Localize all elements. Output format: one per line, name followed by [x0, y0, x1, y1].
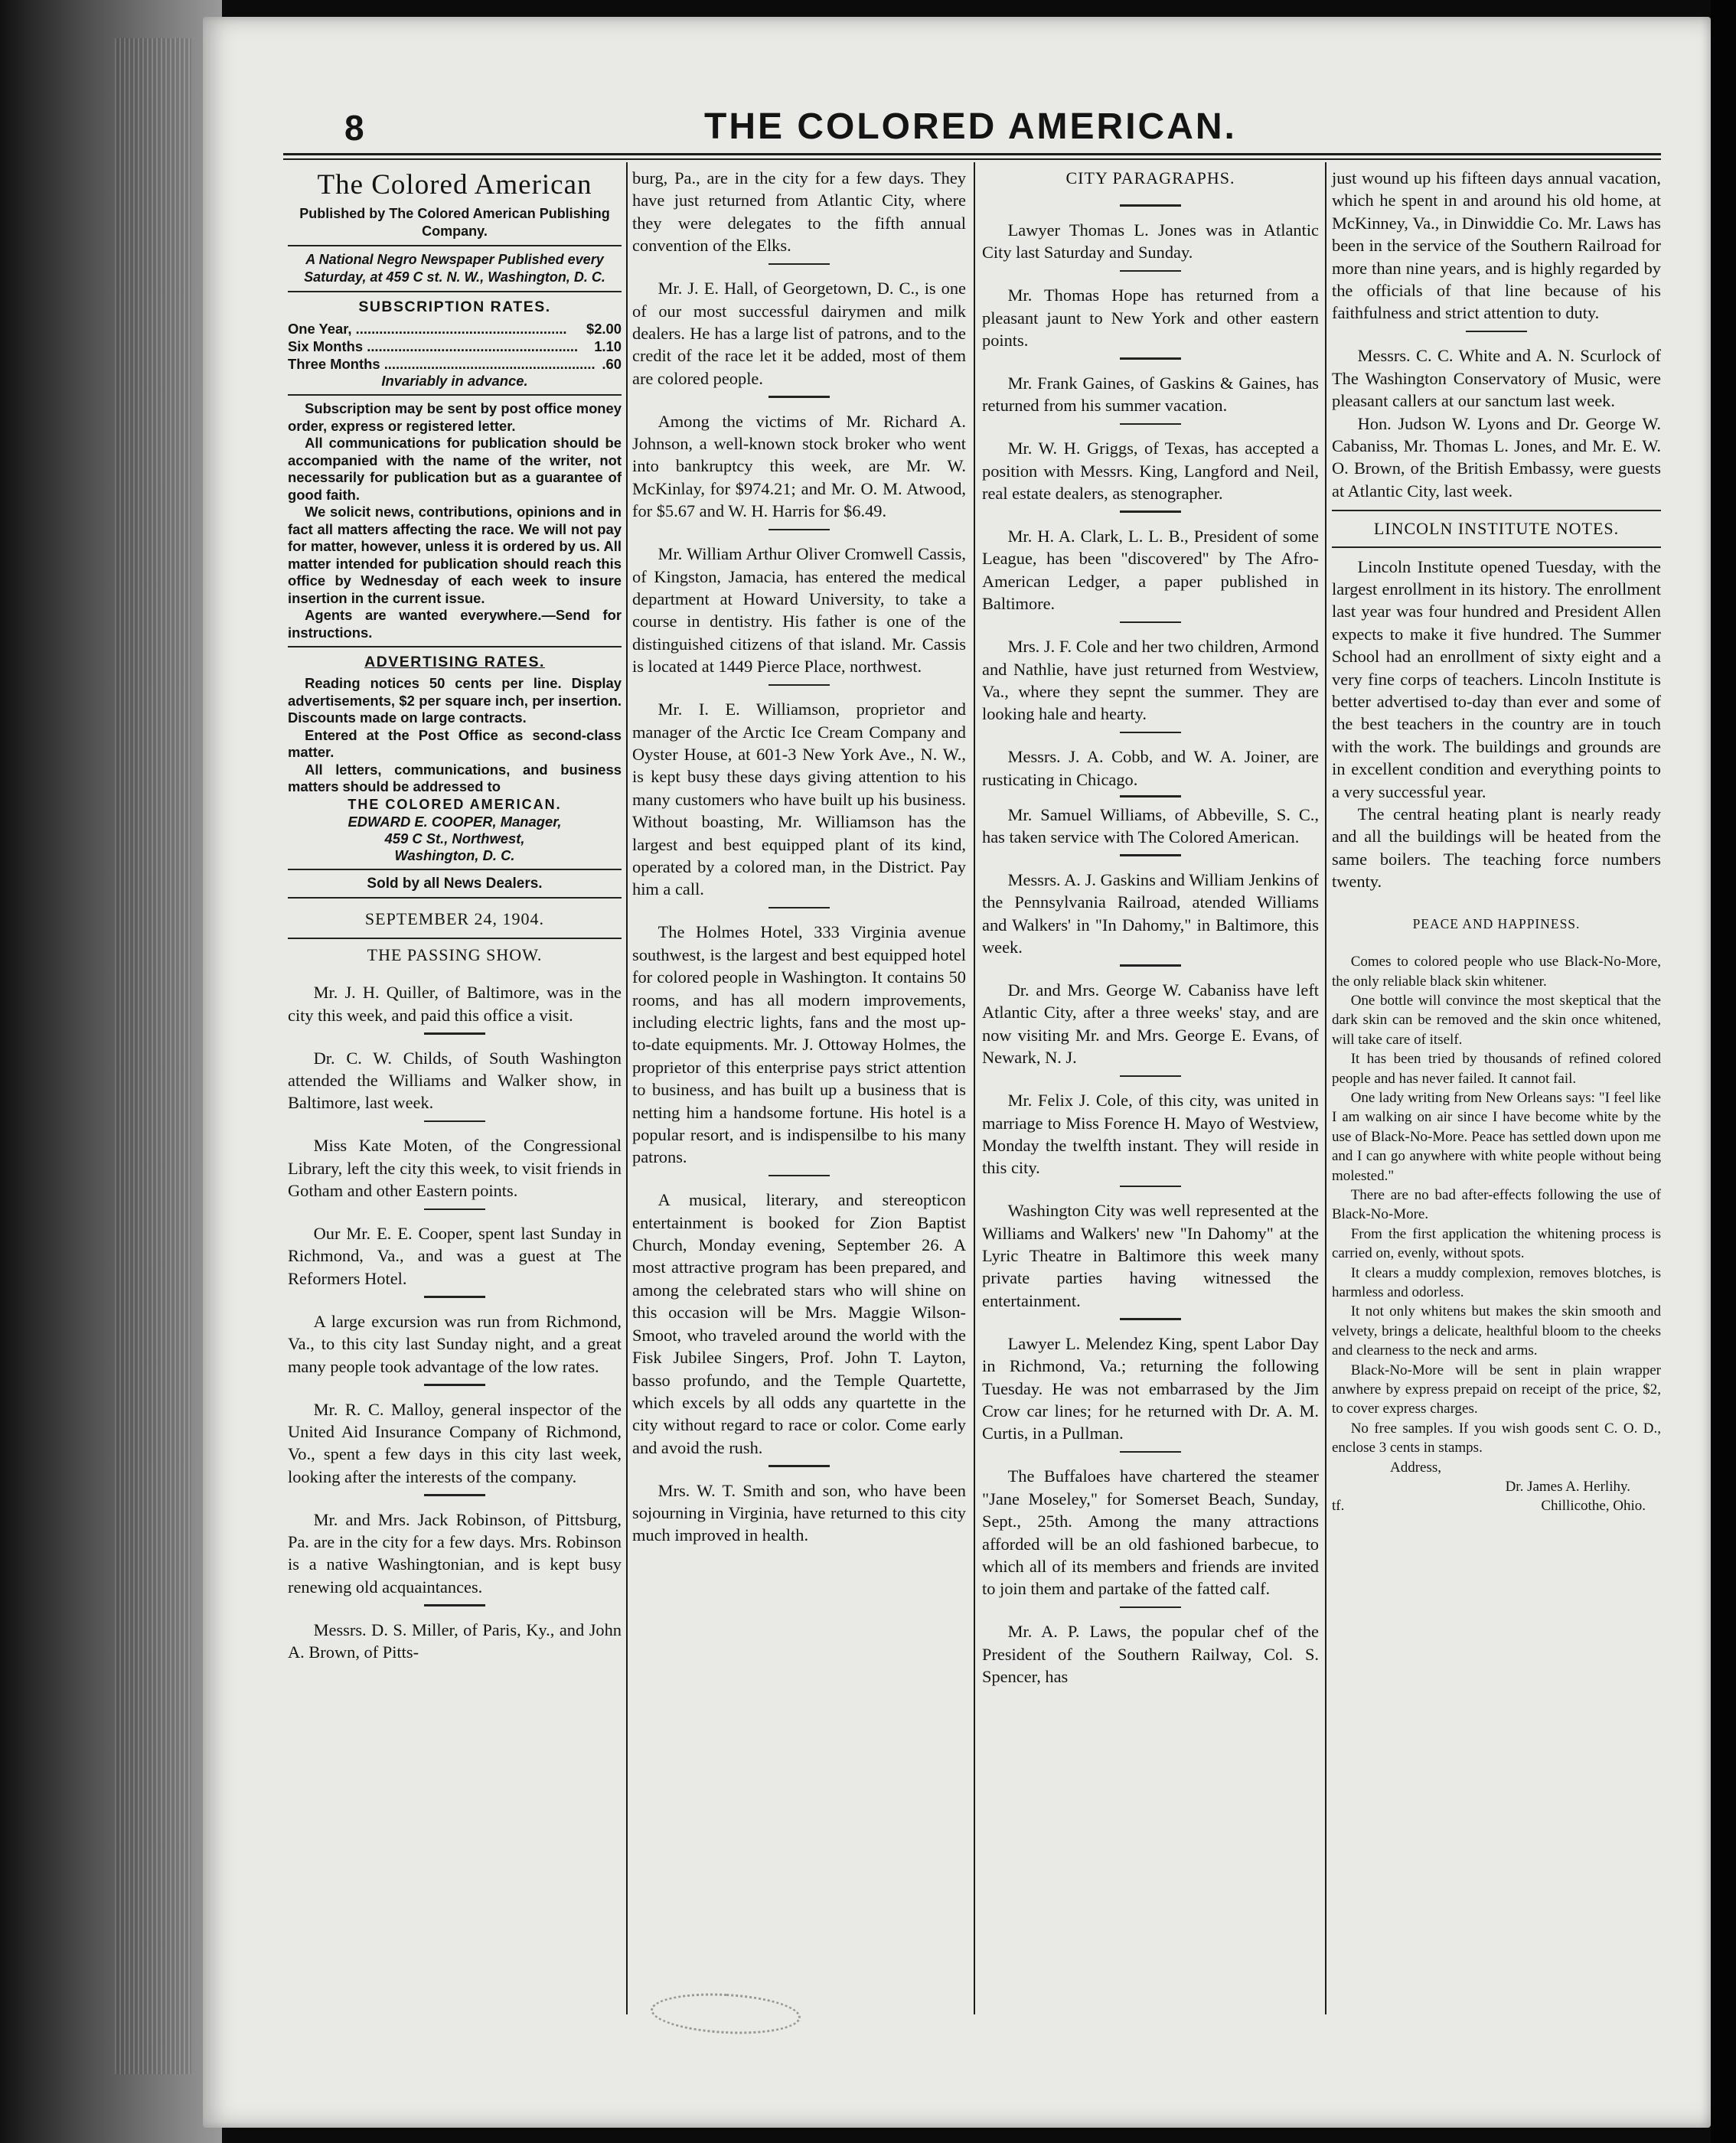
item-separator	[424, 1032, 485, 1035]
item-separator	[768, 1465, 830, 1467]
rate-label: Three Months .....	[288, 355, 599, 373]
news-item: Mr. H. A. Clark, L. L. B., President of some League, has been "discovered" by The Afro-American Ledger, a paper published in Baltimore.	[982, 526, 1319, 614]
news-item: A large excursion was run from Richmond, Va., to this city last Sunday night, and a great many people took advantage of the low rates.	[288, 1311, 622, 1376]
news-item: Lawyer Thomas L. Jones was in Atlantic City last Saturday and Sunday.	[982, 220, 1319, 263]
ad-mark: tf.	[1332, 1498, 1345, 1515]
box-rule	[288, 897, 622, 899]
advertising-heading: ADVERTISING RATES.	[364, 654, 545, 670]
column-3	[982, 167, 1319, 1688]
advance-note: Invariably in advance.	[381, 373, 528, 389]
masthead-title: THE COLORED AMERICAN.	[704, 106, 1237, 147]
box-rule	[288, 394, 622, 396]
item-separator	[1120, 621, 1181, 624]
section-rule	[1332, 510, 1661, 511]
passing-show-heading: THE PASSING SHOW.	[367, 944, 543, 964]
item-separator	[1120, 964, 1181, 967]
rate-row	[288, 355, 622, 373]
item-separator	[768, 396, 830, 398]
column-divider	[626, 162, 628, 2014]
news-item: A musical, literary, and stereopticon entertainment is booked for Zion Baptist Church, Monday evening, September 26. A most attractive program has been prepared, and among the celebrated stars who will shine on this occasion will be Mrs. Maggie Wilson-Smoot, who traveled around the world with the Fisk Jubilee Singers, Prof. John T. Layton, basso profundo, and the Temple Quartette, which excels by all odds any quartette in the city without regard to race or color. Come early and avoid the rush.	[632, 1190, 966, 1457]
ad-text: No free samples. If you wish goods sent C. O. D., enclose 3 cents in stamps.	[1332, 1420, 1661, 1456]
item-separator	[424, 1208, 485, 1211]
notices	[288, 400, 622, 641]
ad-text: It clears a muddy complexion, removes blotches, is harmless and odorless.	[1332, 1264, 1661, 1300]
item-separator	[768, 1175, 830, 1177]
news-item: Mr. Samuel Williams, of Abbeville, S. C., has taken service with The Colored American.	[982, 804, 1319, 846]
tagline: A National Negro Newspaper Published every Saturday, at 459 C st. N. W., Washington, D. C.	[304, 252, 605, 285]
column-divider	[974, 162, 975, 2014]
item-separator	[768, 529, 830, 531]
sold-by: Sold by all News Dealers.	[367, 875, 543, 892]
address-city: Washington, D. C.	[394, 846, 515, 863]
column-divider	[1325, 162, 1326, 2014]
dateline: SEPTEMBER 24, 1904.	[364, 908, 545, 928]
news-item: Mrs. W. T. Smith and son, who have been sojourning in Virginia, have returned to this city much improved in health.	[632, 1480, 966, 1545]
item-separator	[768, 263, 830, 266]
notice: We solicit news, contributions, opinions and in fact all matters affecting the race. We will not pay for matter, however, unless it is ordered by us. All matter intended for publication should reach this office by Wednesday of each week to insure insertion in the current issue.	[288, 504, 622, 606]
item-separator	[424, 1604, 485, 1606]
item-separator	[1120, 1075, 1181, 1078]
ad-signature: Dr. James A. Herlihy.	[1505, 1479, 1630, 1496]
news-item: Mr. William Arthur Oliver Cromwell Cassis, of Kingston, Jamacia, has entered the medical department at Howard University, to take a course in dentistry. His father is one of the distinguished citizens of that island. Mr. Cassis is located at 1449 Pierce Place, northwest.	[632, 544, 966, 677]
advertising-note: Entered at the Post Office as second-class matter.	[288, 726, 622, 760]
news-item: Dr. C. W. Childs, of South Washington attended the Williams and Walker show, in Baltimore, last week.	[288, 1048, 622, 1113]
address-manager: EDWARD E. COOPER, Manager,	[348, 813, 562, 830]
item-separator	[1120, 1606, 1181, 1609]
news-item: Lawyer L. Melendez King, spent Labor Day in Richmond, Va.; returning the following Tuesday. He was not embarrased by the Jim Crow car lines; for he returned with Dr. A. M. Curtis, in a Pullman.	[982, 1333, 1319, 1443]
news-item: Messrs. C. C. White and A. N. Scurlock of The Washington Conservatory of Music, were pleasant callers at our sanctum last week.	[1332, 346, 1661, 411]
item-separator	[1120, 732, 1181, 734]
item-separator	[1120, 1186, 1181, 1188]
lincoln-heading: LINCOLN INSTITUTE NOTES.	[1373, 519, 1620, 539]
notice: Agents are wanted everywhere.—Send for instructions.	[288, 607, 622, 641]
rate-label: Six Months .....	[288, 338, 591, 355]
column-2	[632, 167, 966, 1547]
news-item: Messrs. D. S. Miller, of Paris, Ky., and John A. Brown, of Pitts-	[288, 1619, 622, 1662]
page-number: 8	[344, 108, 364, 148]
rate-row	[288, 338, 622, 355]
nameplate: The Colored American	[317, 169, 592, 201]
ad-text: It has been tried by thousands of refined colored people and has never failed. It cannot fail.	[1332, 1051, 1661, 1087]
news-item: Mr. Frank Gaines, of Gaskins & Gaines, has returned from his summer vacation.	[982, 373, 1319, 416]
published-by: Published by The Colored American Publishing Company.	[299, 206, 610, 239]
news-item: Dr. and Mrs. George W. Cabaniss have left Atlantic City, after a three weeks' stay, and are now visiting Mr. and Mrs. George E. Evans, of Newark, N. J.	[982, 980, 1319, 1068]
news-item: The central heating plant is nearly ready and all the buildings will be heated from the same boilers. The teaching force numbers twenty.	[1332, 804, 1661, 892]
rate-amount: $2.00	[586, 321, 622, 337]
item-separator	[1120, 270, 1181, 272]
news-item: just wound up his fifteen days annual vacation, which he spent in and around his old home, at McKinney, Va., in Dinwiddie Co. Mr. Laws has been in the service of the Southern Railroad for more than nine years, and is highly regarded by the officials of that line because of his faithfulness and strict attention to duty.	[1332, 168, 1661, 323]
section-rule	[1332, 546, 1661, 548]
box-rule	[288, 869, 622, 870]
news-item: Mr. Thomas Hope has returned from a pleasant jaunt to New York and other eastern points.	[982, 285, 1319, 351]
subscription-heading: SUBSCRIPTION RATES.	[358, 298, 551, 315]
news-item: Messrs. J. A. Cobb, and W. A. Joiner, are rusticating in Chicago.	[982, 747, 1319, 789]
ad-footer	[1332, 1496, 1661, 1515]
item-separator	[1120, 1451, 1181, 1453]
news-item: Mr. and Mrs. Jack Robinson, of Pittsburg, Pa. are in the city for a few days. Mrs. Robinson is a native Washingtonian, and is kept busy renewing old acquaintances.	[288, 1509, 622, 1597]
news-item: The Buffaloes have chartered the steamer "Jane Moseley," for Somerset Beach, Sunday, Sept., 25th. Among the many attractions afforded will be an old fashioned barbecue, to which all of its members and friends are invited to join them and partake of the fatted calf.	[982, 1466, 1319, 1599]
item-separator	[1120, 1318, 1181, 1320]
column-4	[1332, 167, 1661, 1516]
news-item: Washington City was well represented at the Williams and Walkers' new "In Dahomy" at the Lyric Theatre in Baltimore this week many private parties having witnessed the entertainment.	[982, 1201, 1319, 1310]
black-no-more-ad	[1332, 952, 1661, 1516]
box-rule	[288, 291, 622, 292]
item-separator	[424, 1296, 485, 1298]
news-item: Mrs. J. F. Cole and her two children, Armond and Nathlie, have just returned from Westview, Va., where they sepnt the summer. They are looking hale and hearty.	[982, 637, 1319, 724]
masthead-rule	[283, 153, 1661, 155]
advertising-note: All letters, communications, and business matters should be addressed to	[288, 761, 622, 794]
news-item: Mr. J. H. Quiller, of Baltimore, was in the city this week, and paid this office a visit.	[288, 983, 622, 1025]
item-separator	[424, 1494, 485, 1496]
news-item: Hon. Judson W. Lyons and Dr. George W. Cabaniss, Mr. Thomas L. Jones, and Mr. E. W. O. Brown, of the British Embassy, were guests at Atlantic City, last week.	[1332, 413, 1661, 501]
news-item: Messrs. A. J. Gaskins and William Jenkins of the Pennsylvania Railroad, atended Williams and Walkers' in "In Dahomy," in Baltimore, this week.	[982, 869, 1319, 957]
item-separator	[1120, 854, 1181, 856]
column-1	[288, 167, 622, 1664]
notice: Subscription may be sent by post office money order, express or registered letter.	[288, 400, 622, 434]
news-item: The Holmes Hotel, 333 Virginia avenue southwest, is the largest and best equipped hotel for colored people in Washington. It contains 50 rooms, and has all modern improvements, including electric lights, fans and the most up-to-date equipments. Mr. J. Ottoway Holmes, the proprietor of this enterprise pays strict attention to business, and has built up a business that is netting him a handsome fortune. His hotel is a popular resort, and is indispensilbe to his many patrons.	[632, 922, 966, 1167]
book-binding-edge	[0, 0, 222, 2143]
ad-heading: PEACE AND HAPPINESS.	[1412, 915, 1581, 931]
news-item: Mr. J. E. Hall, of Georgetown, D. C., is one of our most successful dairymen and milk dealers. He has a large list of patrons, and to the credit of the race let it be added, most of them are colored people.	[632, 279, 966, 388]
box-rule	[288, 938, 622, 939]
item-separator	[768, 907, 830, 909]
city-paragraphs-heading: CITY PARAGRAPHS.	[1065, 168, 1235, 188]
ad-text: It not only whitens but makes the skin smooth and velvety, brings a delicate, healthful bloom to the cheeks and clearness to the neck and arms.	[1332, 1303, 1661, 1359]
item-separator	[1120, 204, 1181, 207]
advertising-note: Reading notices 50 cents per line. Display advertisements, $2 per square inch, per insertion. Discounts made on large contracts.	[288, 675, 622, 726]
item-separator	[1120, 510, 1181, 513]
news-item: Miss Kate Moten, of the Congressional Library, left the city this week, to visit friends in Gotham and other Eastern points.	[288, 1136, 622, 1201]
masthead-rule-thin	[283, 158, 1661, 160]
news-item: Mr. R. C. Malloy, general inspector of the United Aid Insurance Company of Richmond, Vo., spent a few days in this city last week, looking after the interests of the company.	[288, 1399, 622, 1486]
ad-address-label: Address,	[1390, 1459, 1442, 1476]
rate-amount: 1.10	[594, 338, 622, 354]
ad-text: There are no bad after-effects following the use of Black-No-More.	[1332, 1186, 1661, 1223]
news-item: Mr. Felix J. Cole, of this city, was united in marriage to Miss Forence H. Mayo of Westview, Monday the twelfth instant. They will reside in this city.	[982, 1091, 1319, 1178]
item-separator	[768, 684, 830, 687]
item-separator	[1120, 423, 1181, 426]
address-name: THE COLORED AMERICAN.	[348, 796, 562, 812]
item-separator	[424, 1384, 485, 1386]
rate-label: One Year, .....	[288, 320, 583, 338]
ad-text: One bottle will convince the most skeptical that the dark skin can be removed and the skin once whitened, will take care of itself.	[1332, 992, 1661, 1048]
scan-border	[1711, 0, 1736, 2143]
news-item: burg, Pa., are in the city for a few days. They have just returned from Atlantic City, where they were delegates to the fifth annual convention of the Elks.	[632, 168, 966, 256]
news-item: Lincoln Institute opened Tuesday, with the largest enrollment in its history. The enrollment last year was four hundred and President Allen expects to make it five hundred. The Summer School had an enrollment of sixty eight and a very fine corps of teachers. Lincoln Institute is better advertised to-day than ever and some of the best teachers in the country are in touch with the work. The buildings and grounds are in excellent condition and everything points to a very successful year.	[1332, 556, 1661, 801]
box-rule	[288, 245, 622, 246]
ad-text: One lady writing from New Orleans says: "I feel like I am walking on air since I have become white by the use of Black-No-More. Peace has settled down upon me and I can go anywhere with white people without being molested."	[1332, 1089, 1661, 1184]
rate-row	[288, 320, 622, 338]
item-separator	[1120, 357, 1181, 360]
news-item: Among the victims of Mr. Richard A. Johnson, a well-known stock broker who went into bankruptcy this week, are Mr. W. McKinlay, for $974.21; and Mr. O. M. Atwood, for $5.67 and W. H. Harris for $6.49.	[632, 411, 966, 521]
item-separator	[1466, 331, 1527, 333]
box-rule	[288, 646, 622, 647]
address-street: 459 C St., Northwest,	[384, 830, 525, 846]
ad-text: From the first application the whitening process is carried on, evenly, without spots.	[1332, 1225, 1661, 1262]
news-item: Mr. A. P. Laws, the popular chef of the President of the Southern Railway, Col. S. Spencer, has	[982, 1622, 1319, 1687]
notice: All communications for publication should be accompanied with the name of the writer, not necessarily for publication but as a guarantee of good faith.	[288, 435, 622, 503]
ad-text: Comes to colored people who use Black-No-More, the only reliable black skin whitener.	[1332, 954, 1661, 990]
news-item: Mr. W. H. Griggs, of Texas, has accepted a position with Messrs. King, Langford and Neil, real estate dealers, as stenographer.	[982, 439, 1319, 504]
item-separator	[424, 1120, 485, 1123]
item-separator	[1120, 795, 1181, 798]
news-item: Our Mr. E. E. Cooper, spent last Sunday in Richmond, Va., and was a guest at The Reformers Hotel.	[288, 1224, 622, 1288]
rate-amount: .60	[602, 356, 622, 372]
advertising-notes	[288, 675, 622, 796]
news-item: Mr. I. E. Williamson, proprietor and manager of the Arctic Ice Cream Company and Oyster House, at 601-3 New York Ave., N. W., is kept busy these days giving attention to his many customers who have built up his business. Without boasting, Mr. Williamson has the largest and best equipped plant of its kind, operated by a colored man, in the District. Pay him a call.	[632, 700, 966, 899]
ad-city: Chillicothe, Ohio.	[1541, 1498, 1646, 1515]
ad-text: Black-No-More will be sent in plain wrapper anwhere by express prepaid on receipt of the price, $2, to cover express charges.	[1332, 1362, 1661, 1417]
